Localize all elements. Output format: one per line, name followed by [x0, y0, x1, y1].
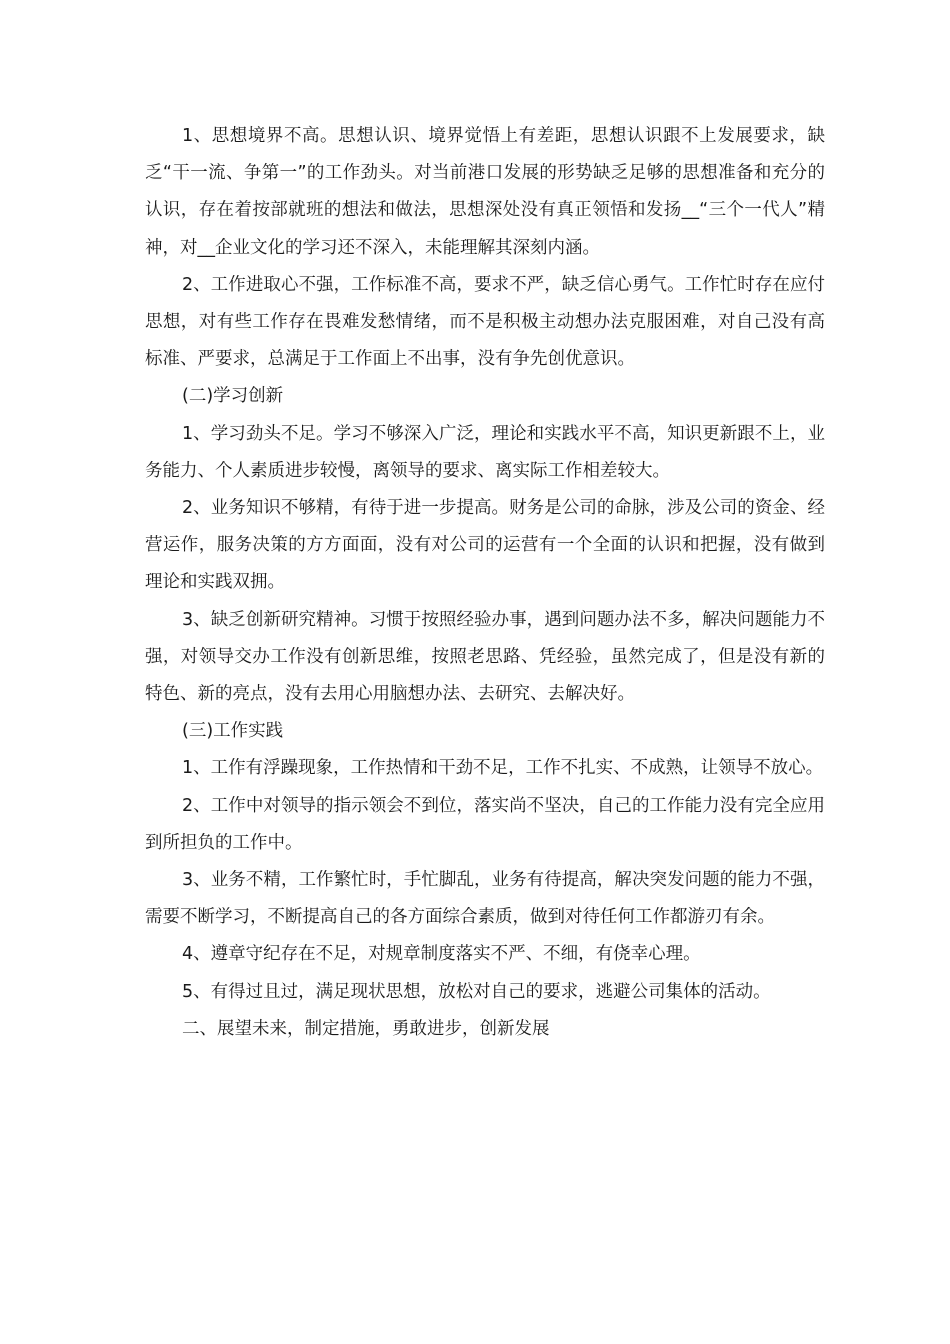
- paragraph-thinking-level: 1、思想境界不高。思想认识、境界觉悟上有差距，思想认识跟不上发展要求，缺乏“干一流、争第一”的工作劲头。对当前港口发展的形势缺乏足够的思想准备和充分的认识，存在着按部就班的想法和做法，思想深处没有真正领悟和发扬__“三个一代人”精神，对__企业文化的学习还不深入，未能理解其深刻内涵。: [145, 126, 825, 258]
- section-heading-learning-innovation: (二)学习创新: [182, 386, 284, 407]
- paragraph-business-knowledge: 2、业务知识不够精，有待于进一步提高。财务是公司的命脉，涉及公司的资金、经营运作，服务决策的方方面面，没有对公司的运营有一个全面的认识和把握，没有做到理论和实践双拥。: [145, 498, 825, 593]
- paragraph-impetuous-work: 1、工作有浮躁现象，工作热情和干劲不足，工作不扎实、不成熟，让领导不放心。: [182, 758, 824, 779]
- document-body: [145, 118, 825, 1048]
- section-heading-outlook: 二、展望未来，制定措施，勇敢进步，创新发展: [182, 1018, 550, 1039]
- paragraph-innovation-spirit: 3、缺乏创新研究精神。习惯于按照经验办事，遇到问题办法不多，解决问题能力不强，对领导交办工作没有创新思维，按照老思路、凭经验，虽然完成了，但是没有新的特色、新的亮点，没有去用心用脑想办法、去研究、去解决好。: [145, 609, 825, 705]
- paragraph-work-motivation: 2、工作进取心不强，工作标准不高，要求不严，缺乏信心勇气。工作忙时存在应付思想，对有些工作存在畏难发愁情绪，而不是积极主动想办法克服困难，对自己没有高标准、严要求，总满足于工作面上不出事，没有争先创优意识。: [145, 274, 825, 370]
- paragraph-complacency: 5、有得过且过，满足现状思想，放松对自己的要求，逃避公司集体的活动。: [182, 981, 771, 1002]
- section-heading-work-practice: (三)工作实践: [182, 721, 284, 742]
- paragraph-instruction-understanding: 2、工作中对领导的指示领会不到位，落实尚不坚决，自己的工作能力没有完全应用到所担负的工作中。: [145, 795, 825, 853]
- paragraph-discipline: 4、遵章守纪存在不足，对规章制度落实不严、不细，有侥幸心理。: [182, 944, 701, 965]
- paragraph-learning-drive: 1、学习劲头不足。学习不够深入广泛，理论和实践水平不高，知识更新跟不上，业务能力、个人素质进步较慢，离领导的要求、离实际工作相差较大。: [145, 423, 825, 481]
- paragraph-business-skill: 3、业务不精，工作繁忙时，手忙脚乱，业务有待提高，解决突发问题的能力不强，需要不断学习，不断提高自己的各方面综合素质，做到对待任何工作都游刃有余。: [145, 870, 825, 928]
